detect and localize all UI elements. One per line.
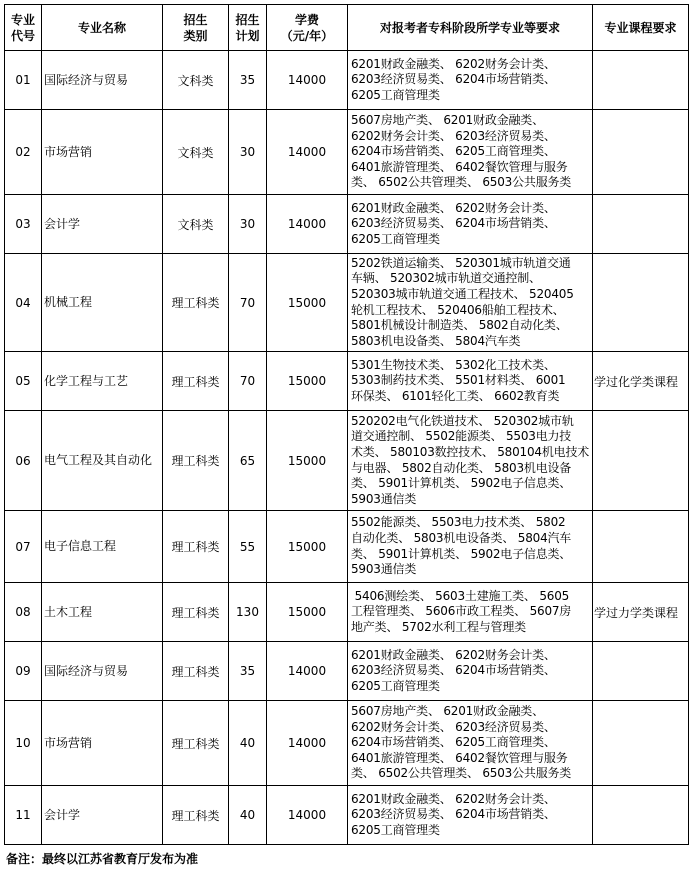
cell-category: 理工科类 [163,254,229,352]
cell-plan: 40 [229,786,267,845]
cell-plan: 30 [229,195,267,254]
cell-category: 理工科类 [163,352,229,411]
cell-major-name: 机械工程 [42,254,163,352]
cell-fee: 15000 [267,511,348,583]
header-code: 专业 代号 [5,5,42,51]
cell-course [593,110,689,195]
cell-major-name: 电子信息工程 [42,511,163,583]
header-plan: 招生 计划 [229,5,267,51]
table-row [5,254,689,352]
cell-requirement: 5607房地产类、 6201财政金融类、 6202财务会计类、 6203经济贸易类、 6204市场营销类、 6205工商管理类、 6401旅游管理类、 6402餐饮管理与服务 类、 6502公共管理类、 6503公共服务类 [348,701,593,786]
table-row [5,583,689,642]
table-row [5,352,689,411]
cell-code: 07 [5,511,42,583]
cell-course [593,195,689,254]
cell-fee: 14000 [267,195,348,254]
table-row [5,786,689,845]
cell-plan: 70 [229,352,267,411]
cell-plan: 70 [229,254,267,352]
cell-requirement: 5301生物技术类、 5302化工技术类、 5303制药技术类、 5501材料类、 6001 环保类、 6101轻化工类、 6602教育类 [348,352,593,411]
cell-major-name: 国际经济与贸易 [42,642,163,701]
cell-major-name: 会计学 [42,786,163,845]
cell-course [593,254,689,352]
cell-fee: 15000 [267,254,348,352]
table-row [5,701,689,786]
header-requirement: 对报考者专科阶段所学专业等要求 [348,5,593,51]
header-row [5,5,689,51]
cell-fee: 15000 [267,352,348,411]
cell-plan: 40 [229,701,267,786]
cell-code: 11 [5,786,42,845]
cell-category: 文科类 [163,110,229,195]
cell-fee: 15000 [267,411,348,511]
cell-code: 08 [5,583,42,642]
cell-major-name: 会计学 [42,195,163,254]
cell-course: 学过化学类课程 [593,352,689,411]
cell-requirement: 5202铁道运输类、 520301城市轨道交通 车辆、 520302城市轨道交通控制、 520303城市轨道交通工程技术、 520405 轮机工程技术、 520406船舶工程技术、 5801机械设计制造类、 5802自动化类、 5803机电设备类、 5804汽车类 [348,254,593,352]
cell-category: 理工科类 [163,786,229,845]
cell-plan: 30 [229,110,267,195]
cell-fee: 14000 [267,786,348,845]
cell-requirement: 6201财政金融类、 6202财务会计类、 6203经济贸易类、 6204市场营销类、 6205工商管理类 [348,51,593,110]
cell-category: 文科类 [163,51,229,110]
cell-major-name: 土木工程 [42,583,163,642]
cell-code: 05 [5,352,42,411]
cell-fee: 14000 [267,642,348,701]
cell-category: 理工科类 [163,511,229,583]
cell-category: 理工科类 [163,583,229,642]
cell-plan: 35 [229,642,267,701]
cell-course [593,642,689,701]
cell-requirement: 520202电气化铁道技术、 520302城市轨 道交通控制、 5502能源类、 5503电力技 术类、 580103数控技术、 580104机电技术 与电器、 5802自动化类、 5803机电设备 类、 5901计算机类、 5902电子信息类、 5903通信类 [348,411,593,511]
table-row [5,511,689,583]
table-row [5,411,689,511]
cell-requirement: 6201财政金融类、 6202财务会计类、 6203经济贸易类、 6204市场营销类、 6205工商管理类 [348,195,593,254]
table-row [5,195,689,254]
cell-plan: 35 [229,51,267,110]
cell-course: 学过力学类课程 [593,583,689,642]
cell-category: 理工科类 [163,642,229,701]
cell-code: 09 [5,642,42,701]
cell-major-name: 电气工程及其自动化 [42,411,163,511]
cell-requirement: 6201财政金融类、 6202财务会计类、 6203经济贸易类、 6204市场营销类、 6205工商管理类 [348,642,593,701]
cell-major-name: 市场营销 [42,701,163,786]
cell-code: 01 [5,51,42,110]
table-row [5,110,689,195]
cell-requirement: 6201财政金融类、 6202财务会计类、 6203经济贸易类、 6204市场营销类、 6205工商管理类 [348,786,593,845]
cell-category: 理工科类 [163,411,229,511]
cell-requirement: 5502能源类、 5503电力技术类、 5802 自动化类、 5803机电设备类、 5804汽车 类、 5901计算机类、 5902电子信息类、 5903通信类 [348,511,593,583]
cell-code: 10 [5,701,42,786]
header-course: 专业课程要求 [593,5,689,51]
cell-plan: 130 [229,583,267,642]
cell-course [593,51,689,110]
cell-course [593,786,689,845]
cell-major-name: 化学工程与工艺 [42,352,163,411]
header-fee: 学费 （元/年） [267,5,348,51]
cell-category: 文科类 [163,195,229,254]
cell-code: 02 [5,110,42,195]
table-row [5,642,689,701]
cell-requirement: 5607房地产类、 6201财政金融类、 6202财务会计类、 6203经济贸易类、 6204市场营销类、 6205工商管理类、 6401旅游管理类、 6402餐饮管理与服务 类、 6502公共管理类、 6503公共服务类 [348,110,593,195]
cell-fee: 14000 [267,110,348,195]
cell-major-name: 国际经济与贸易 [42,51,163,110]
header-category: 招生 类别 [163,5,229,51]
cell-code: 03 [5,195,42,254]
cell-category: 理工科类 [163,701,229,786]
cell-fee: 15000 [267,583,348,642]
cell-plan: 65 [229,411,267,511]
table-row [5,51,689,110]
cell-fee: 14000 [267,701,348,786]
cell-code: 06 [5,411,42,511]
cell-course [593,511,689,583]
cell-major-name: 市场营销 [42,110,163,195]
cell-requirement: 5406测绘类、 5603土建施工类、 5605 工程管理类、 5606市政工程类、 5607房 地产类、 5702水利工程与管理类 [348,583,593,642]
cell-fee: 14000 [267,51,348,110]
cell-course [593,411,689,511]
majors-table [4,4,689,845]
cell-course [593,701,689,786]
footnote: 备注：最终以江苏省教育厅发布为准 [6,852,199,866]
cell-plan: 55 [229,511,267,583]
header-name: 专业名称 [42,5,163,51]
cell-code: 04 [5,254,42,352]
